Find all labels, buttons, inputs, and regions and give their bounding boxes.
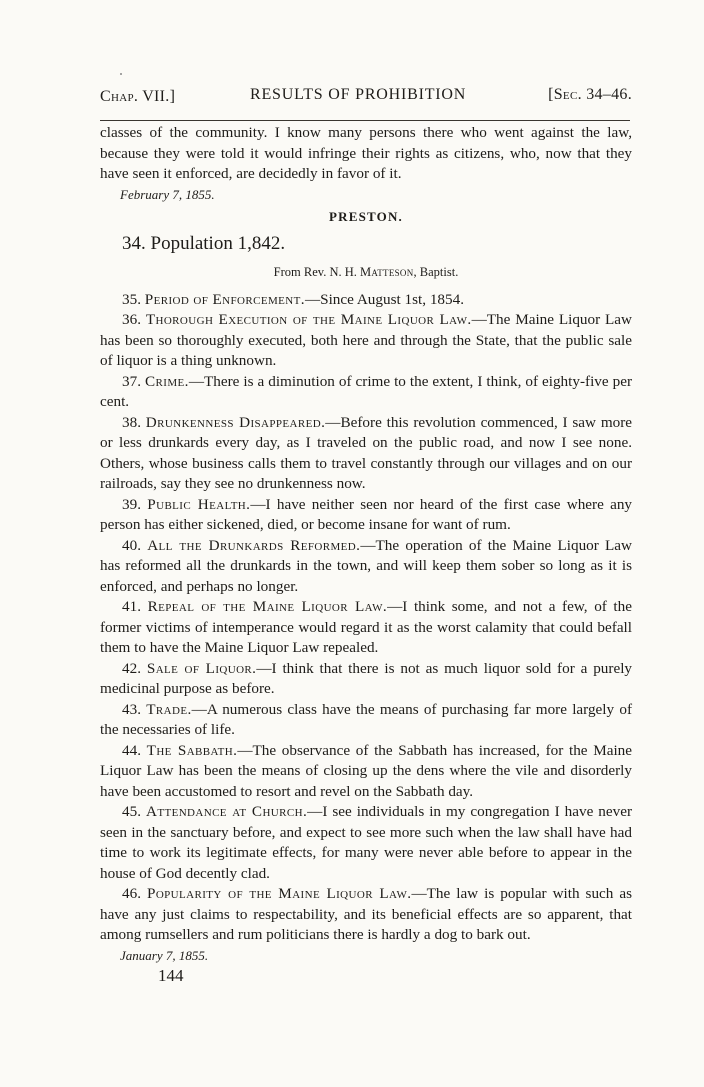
section-range: [Sec. 34–46. — [548, 86, 632, 103]
section-text: —I see individuals in my congregation I have never seen in the sanctuary before, and expect to see more such when the law shall have had time to work its legitimate effects, for many were never able before to appear in the house of God decently clad. — [100, 803, 633, 882]
section-text: —A numerous class have the means of purchasing far more largely of the necessaries of life. — [100, 700, 633, 738]
section-paragraph — [100, 495, 632, 536]
section-title: The Sabbath. — [146, 741, 238, 759]
section-text: —I think some, and not a few, of the former victims of intemperance would regard it as the worst calamity that could befall them to have the Maine Liquor Law repealed. — [100, 598, 632, 656]
section-text: —The Maine Liquor Law has been so thoroughly executed, both here and through the State, that the public sale of liquor is a thing unknown. — [100, 311, 632, 369]
section-title: Popularity of the Maine Liquor Law. — [146, 885, 412, 902]
page-title: RESULTS OF PROHIBITION — [250, 86, 467, 103]
section-title: Public Health. — [147, 495, 251, 513]
print-speck — [120, 73, 122, 75]
section-number: 36. — [122, 311, 141, 328]
section-title: Thorough Execution of the Maine Liquor Law. — [145, 311, 472, 328]
page-body — [100, 123, 632, 986]
section-paragraph — [100, 290, 632, 311]
section-text: —The operation of the Maine Liquor Law has reformed all the drunkards in the town, and will keep them sober so long as it is enforced, and perhaps no longer. — [100, 536, 633, 595]
section-title: Period of Enforcement. — [144, 290, 305, 308]
section-text: —Before this revolution commenced, I saw more or less drunkards every day, as I traveled on the public road, and now I see none. Others, whose business calls them to travel constantly through our villages and on our railroads, say they see no drunkenness now. — [100, 413, 633, 492]
section-text: —I have neither seen nor heard of the first case where any person has either sickened, died, or become insane for want of rum. — [100, 495, 633, 533]
section-text: —I think that there is not as much liquor sold for a purely medicinal purpose as before. — [100, 659, 633, 697]
section-title: Attendance at Church. — [145, 803, 308, 820]
section-paragraph — [100, 741, 632, 803]
header-rule — [100, 120, 630, 121]
section-paragraph — [100, 372, 632, 413]
section-number: 45. — [122, 803, 141, 820]
section-paragraph — [100, 413, 632, 495]
section-text: —Since August 1st, 1854. — [304, 290, 464, 308]
section-title: Drunkenness Disappeared. — [145, 413, 326, 431]
section-text: —There is a diminution of crime to the extent, I think, of eighty-five per cent. — [100, 372, 633, 410]
section-text: —The law is popular with such as have any just claims to respectability, and its beneficial effects are so apparent, that among rumsellers and rum politicians there is hardly a dog to bark out. — [100, 885, 633, 943]
town-heading: PRESTON. — [328, 209, 404, 224]
section-number: 39. — [122, 495, 141, 513]
from-suffix: , Baptist. — [413, 264, 459, 279]
section-title: Crime. — [144, 372, 189, 390]
from-name: Matteson — [360, 264, 414, 279]
page-number: 144 — [158, 966, 184, 985]
from-attribution — [100, 260, 632, 284]
section-title: Repeal of the Maine Liquor Law. — [147, 598, 388, 615]
section-number: 43. — [122, 700, 141, 718]
section-text: —The observance of the Sabbath has increased, for the Maine Liquor Law has been the means of closing up the dens where the vile and disorderly have been accustomed to resort and revel on the Sabbath day. — [100, 741, 632, 800]
population-line: 34. Population 1,842. — [122, 232, 286, 254]
section-paragraph — [100, 700, 632, 741]
section-paragraph — [100, 659, 632, 700]
section-number: 46. — [122, 885, 141, 902]
running-header — [100, 86, 632, 112]
section-paragraph — [100, 884, 632, 946]
section-number: 44. — [122, 741, 141, 759]
closing-date: January 7, 1855. — [120, 947, 209, 963]
section-paragraph — [100, 536, 632, 598]
section-paragraph — [100, 802, 632, 884]
section-title: Trade. — [146, 700, 192, 718]
section-title: Sale of Liquor. — [146, 659, 257, 677]
section-paragraph — [100, 597, 632, 659]
section-number: 38. — [122, 413, 141, 431]
section-number: 42. — [122, 659, 141, 677]
intro-date: February 7, 1855. — [120, 186, 215, 202]
chapter-label: Chap. VII.] — [100, 88, 176, 105]
section-number: 35. — [122, 290, 141, 308]
section-paragraph — [100, 310, 632, 372]
from-prefix: From Rev. N. H. — [273, 264, 357, 279]
section-title: All the Drunkards Reformed. — [147, 536, 361, 554]
intro-paragraph: classes of the community. I know many persons there who went against the law, because they were told it would infringe their rights as citizens, who, now that they have seen it enforced, are decidedly in favor of it. — [100, 124, 632, 182]
section-number: 40. — [122, 536, 141, 554]
section-number: 41. — [122, 598, 141, 615]
section-number: 37. — [122, 372, 141, 390]
